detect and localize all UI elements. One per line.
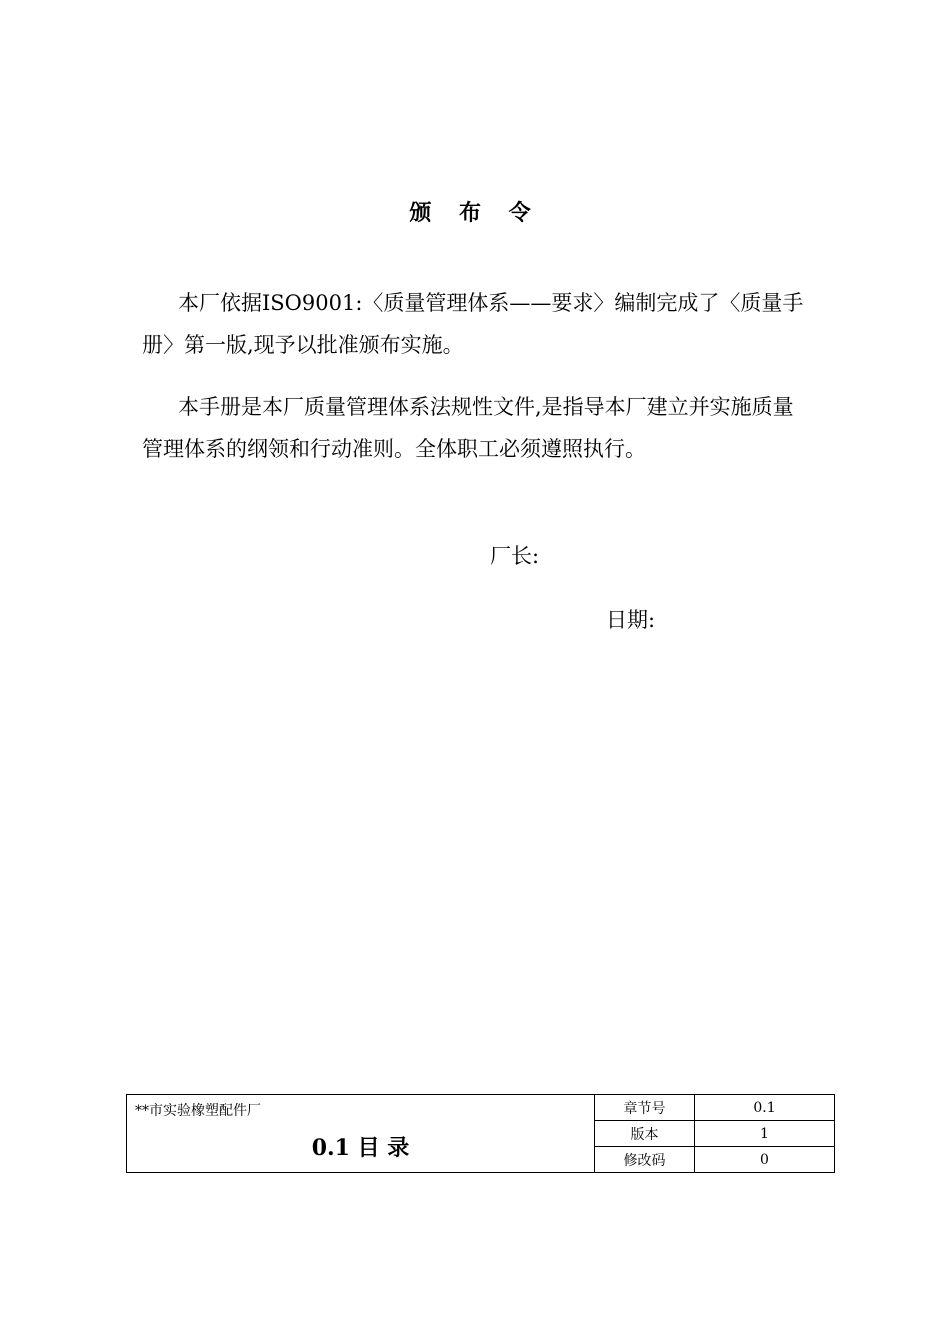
signature-date: 日期: xyxy=(606,608,656,632)
table-row xyxy=(127,1095,835,1121)
footer-info-table xyxy=(126,1094,835,1173)
version-label: 版本 xyxy=(595,1121,695,1147)
document-title: 颁 布 令 xyxy=(409,201,541,226)
factory-name: **市实验橡塑配件厂 xyxy=(135,1103,261,1119)
paragraph-2: 本手册是本厂质量管理体系法规性文件,是指导本厂建立并实施质量管理体系的纲领和行动准则。全体职工必须遵照执行。 xyxy=(142,395,794,461)
footer-title-cell xyxy=(127,1095,595,1173)
section-title: 0.1 目 录 xyxy=(311,1135,410,1161)
chapter-label: 章节号 xyxy=(595,1095,695,1121)
revision-label: 修改码 xyxy=(595,1147,695,1173)
version-value: 1 xyxy=(695,1121,835,1147)
signature-director: 厂长: xyxy=(490,544,540,568)
revision-value: 0 xyxy=(695,1147,835,1173)
paragraph-1: 本厂依据ISO9001:〈质量管理体系——要求〉编制完成了〈质量手册〉第一版,现予以批准颁布实施。 xyxy=(142,291,804,357)
chapter-value: 0.1 xyxy=(695,1095,835,1121)
